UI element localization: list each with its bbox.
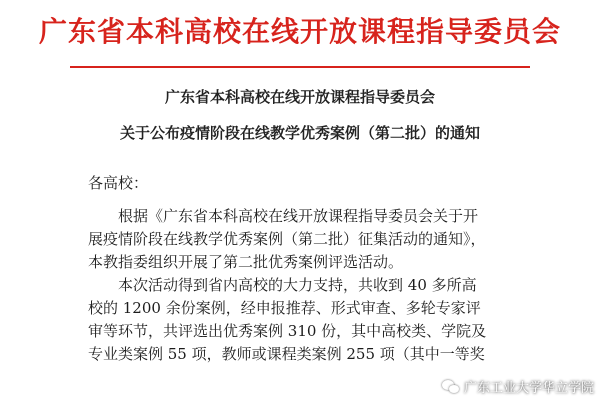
salutation: 各高校： (88, 174, 149, 192)
paragraph-line: 校的 1200 余份案例，经申报推荐、形式审查、多轮专家评 (88, 299, 481, 317)
paragraph-line: 展疫情阶段在线教学优秀案例（第二批）征集活动的通知》， (88, 230, 486, 248)
notice-body (88, 205, 518, 366)
paragraph-line: 本教指委组织开展了第二批优秀案例评选活动。 (88, 253, 404, 271)
header-divider (70, 66, 530, 68)
watermark-text: 广东工业大学华立学院 (463, 381, 594, 396)
notice-title: 关于公布疫情阶段在线教学优秀案例（第二批）的通知 (119, 124, 480, 142)
paragraph-line: 根据《广东省本科高校在线开放课程指导委员会关于开 (88, 207, 479, 225)
paragraph-line: 专业类案例 55 项，教师或课程类案例 255 项（其中一等奖 (88, 345, 485, 363)
notice-issuer: 广东省本科高校在线开放课程指导委员会 (164, 88, 435, 106)
header-title: 广东省本科高校在线开放课程指导委员会 (38, 15, 561, 48)
paragraph-line: 审等环节，共评选出优秀案例 310 份，其中高校类、学院及 (88, 322, 487, 340)
paragraph-line: 本次活动得到省内高校的大力支持，共收到 40 多所高 (88, 276, 477, 294)
paragraph-1 (88, 205, 518, 274)
paragraph-2 (88, 274, 518, 366)
wechat-icon (442, 380, 460, 394)
watermark (442, 377, 594, 396)
